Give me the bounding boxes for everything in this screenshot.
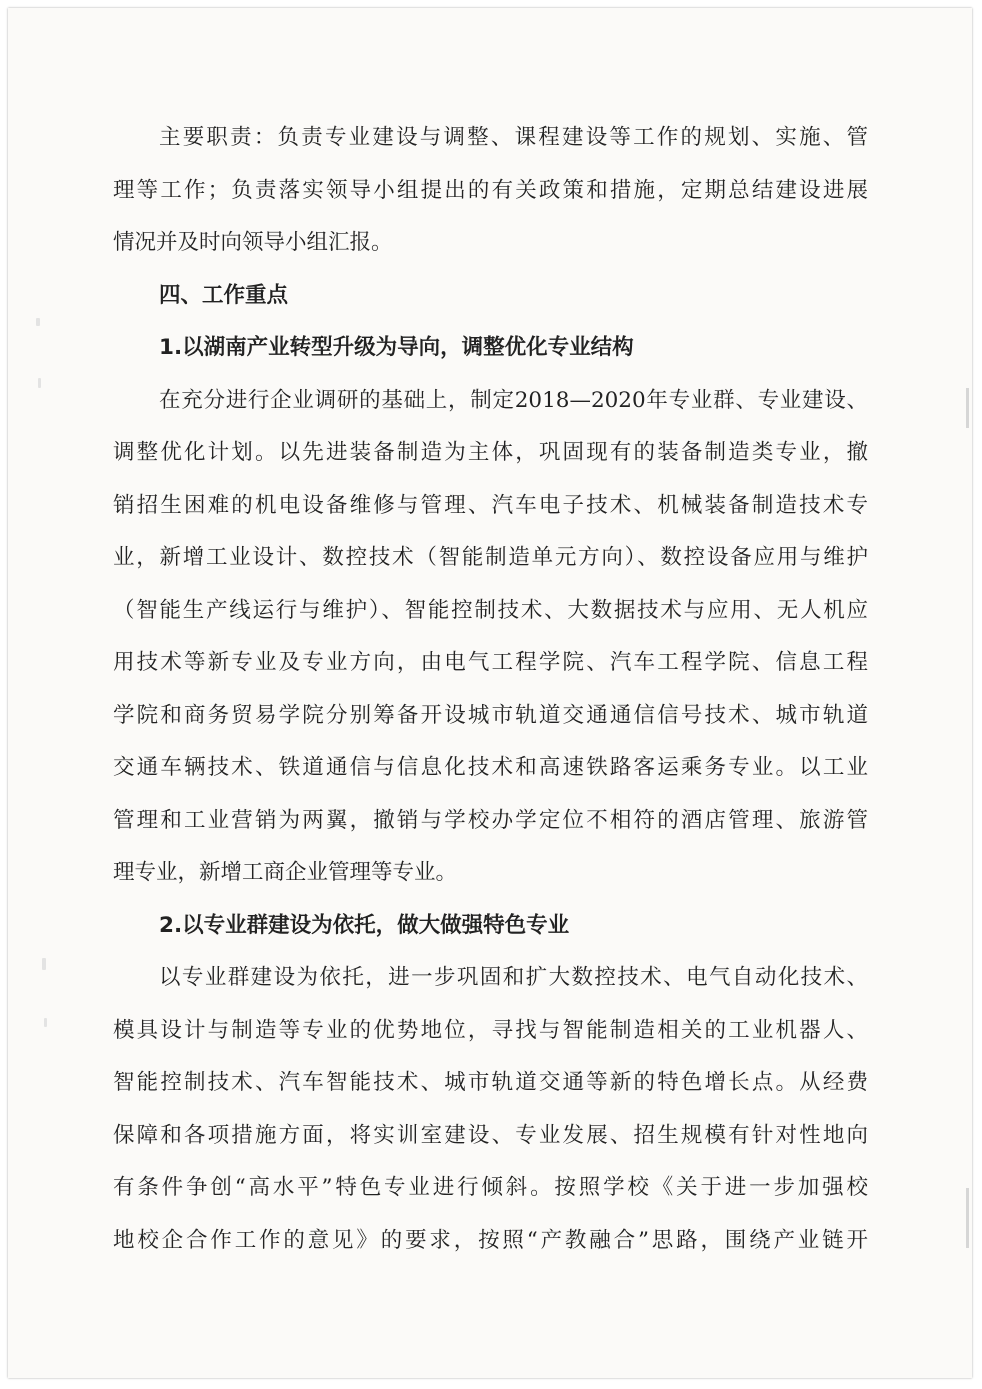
subsection-heading: 2.以专业群建设为依托，做大做强特色专业	[159, 912, 570, 938]
scan-edge-mark	[966, 1188, 969, 1248]
text-line: 地校企合作工作的意见》的要求，按照“产教融合”思路，围绕产业链开	[113, 1227, 868, 1253]
text-line: 理专业，新增工商企业管理等专业。	[113, 860, 458, 885]
text-line: 理等工作；负责落实领导小组提出的有关政策和措施，定期总结建设进展	[113, 177, 868, 203]
text-line: 交通车辆技术、铁道通信与信息化技术和高速铁路客运乘务专业。以工业	[113, 755, 868, 780]
text-line: 用技术等新专业及专业方向，由电气工程学院、汽车工程学院、信息工程	[113, 650, 868, 675]
scan-edge-mark	[966, 388, 969, 428]
text-line: 保障和各项措施方面，将实训室建设、专业发展、招生规模有针对性地向	[113, 1122, 868, 1148]
scan-speck	[42, 958, 46, 970]
text-line: 在充分进行企业调研的基础上，制定2018—2020年专业群、专业建设、	[159, 387, 868, 413]
text-line: 业，新增工业设计、数控技术（智能制造单元方向）、数控设备应用与维护	[113, 545, 868, 570]
text-line: 智能控制技术、汽车智能技术、城市轨道交通等新的特色增长点。从经费	[113, 1070, 868, 1095]
scanned-page	[8, 8, 972, 1378]
section-heading: 四、工作重点	[159, 282, 289, 308]
text-line: 模具设计与制造等专业的优势地位，寻找与智能制造相关的工业机器人、	[113, 1017, 868, 1043]
text-line: 学院和商务贸易学院分别筹备开设城市轨道交通通信信号技术、城市轨道	[113, 702, 868, 728]
text-line: （智能生产线运行与维护）、智能控制技术、大数据技术与应用、无人机应	[113, 597, 868, 623]
text-line: 有条件争创“高水平”特色专业进行倾斜。按照学校《关于进一步加强校	[113, 1175, 868, 1200]
subsection-heading: 1.以湖南产业转型升级为导向，调整优化专业结构	[159, 335, 634, 360]
text-line: 调整优化计划。以先进装备制造为主体，巩固现有的装备制造类专业，撤	[113, 440, 868, 465]
text-line: 以专业群建设为依托，进一步巩固和扩大数控技术、电气自动化技术、	[159, 965, 868, 990]
scan-speck	[44, 1018, 47, 1027]
text-line: 情况并及时向领导小组汇报。	[113, 230, 393, 255]
text-line: 销招生困难的机电设备维修与管理、汽车电子技术、机械装备制造技术专	[113, 492, 868, 518]
scan-speck	[38, 378, 41, 388]
text-line: 管理和工业营销为两翼，撤销与学校办学定位不相符的酒店管理、旅游管	[113, 807, 868, 833]
text-line: 主要职责：负责专业建设与调整、课程建设等工作的规划、实施、管	[159, 125, 868, 150]
document-body	[113, 112, 868, 1267]
scan-speck	[36, 318, 40, 326]
